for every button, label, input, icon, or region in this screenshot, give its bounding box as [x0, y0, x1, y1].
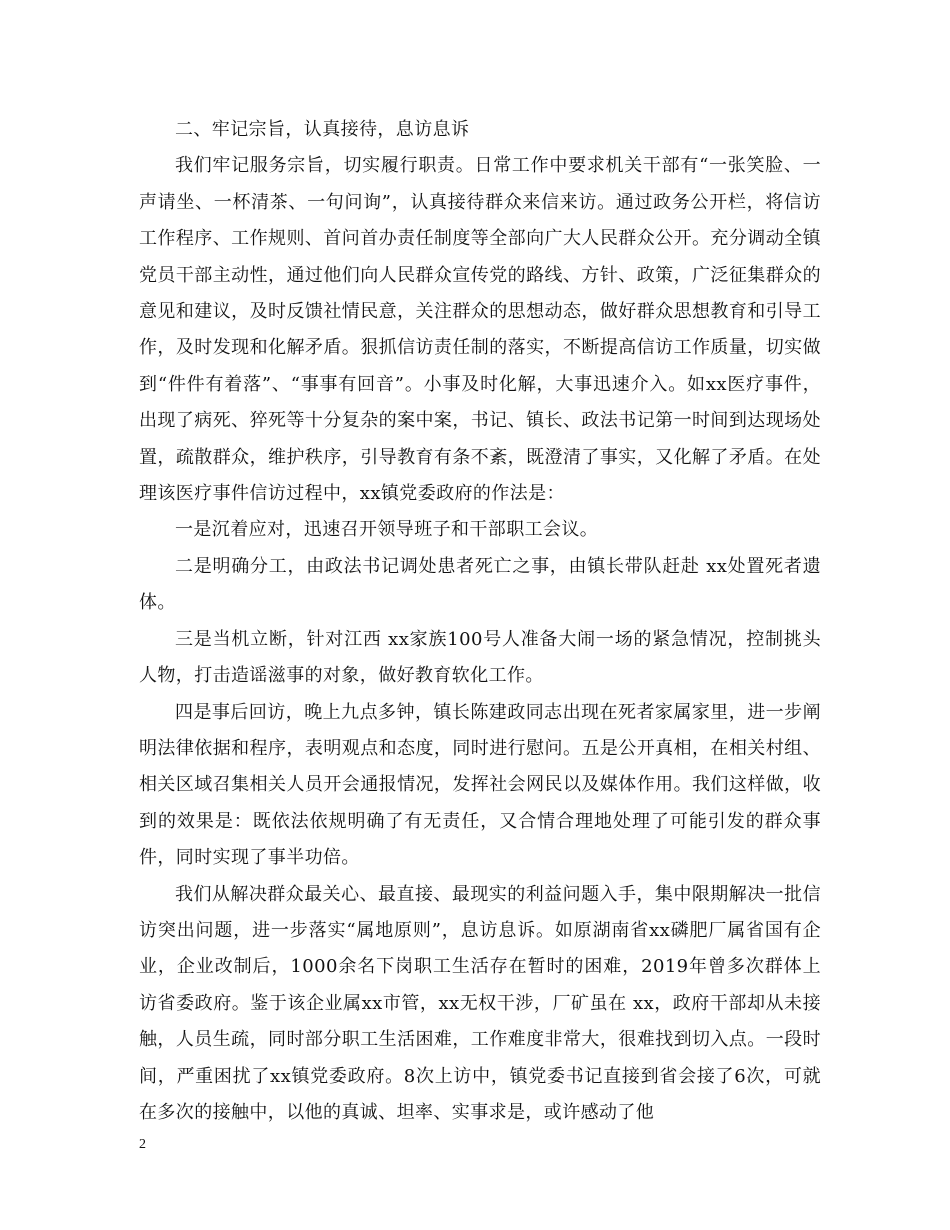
paragraph-step-one: 一是沉着应对，迅速召开领导班子和干部职工会议。	[175, 519, 599, 541]
page-number: 2	[139, 1137, 146, 1152]
paragraph-step-two: 二是明确分工，由政法书记调处患者死亡之事，由镇长带队赶赴 xx处置死者遗体。	[139, 555, 821, 614]
paragraph-step-three: 三是当机立断，针对江西 xx家族100号人准备大闹一场的紧急情况，控制挑头人物，打击造谣滋事的对象，做好教育软化工作。	[139, 628, 821, 687]
paragraph-step-four-five: 四是事后回访，晚上九点多钟，镇长陈建政同志出现在死者家属家里，进一步阐明法律依据和程序，表明观点和态度，同时进行慰问。五是公开真相，在相关村组、相关区域召集相关人员开会通报情况，发挥社会网民以及媒体作用。我们这样做，收到的效果是：既依法依规明确了有无责任，又合情合理地处理了可能引发的群众事件，同时实现了事半功倍。	[139, 701, 821, 869]
section-heading: 二、牢记宗旨，认真接待，息访息诉	[175, 119, 470, 140]
document-body	[139, 112, 821, 1131]
paragraph-resolve-issues: 我们从解决群众最关心、最直接、最现实的利益问题入手，集中限期解决一批信访突出问题，进一步落实“属地原则”，息访息诉。如原湖南省xx磷肥厂属省国有企业，企业改制后，1000余名下岗职工生活存在暂时的困难，2019年曾多次群体上访省委政府。鉴于该企业属xx市管，xx无权干涉，厂矿虽在 xx，政府干部却从未接触，人员生疏，同时部分职工生活困难，工作难度非常大，很难找到切入点。一段时间，严重困扰了xx镇党委政府。8次上访中，镇党委书记直接到省会接了6次，可就在多次的接触中，以他的真诚、坦率、实事求是，或许感动了他	[139, 883, 821, 1123]
paragraph-service-tenet: 我们牢记服务宗旨，切实履行职责。日常工作中要求机关干部有“一张笑脸、一声请坐、一杯清茶、一句问询”，认真接待群众来信来访。通过政务公开栏，将信访工作程序、工作规则、首问首办责任制度等全部向广大人民群众公开。充分调动全镇党员干部主动性，通过他们向人民群众宣传党的路线、方针、政策，广泛征集群众的意见和建议，及时反馈社情民意，关注群众的思想动态，做好群众思想教育和引导工作，及时发现和化解矛盾。狠抓信访责任制的落实，不断提高信访工作质量，切实做到“件件有着落”、“事事有回音”。小事及时化解，大事迅速介入。如xx医疗事件，出现了病死、猝死等十分复杂的案中案，书记、镇长、政法书记第一时间到达现场处置，疏散群众，维护秩序，引导教育有条不紊，既澄清了事实，又化解了矛盾。在处理该医疗事件信访过程中，xx镇党委政府的作法是：	[139, 155, 821, 505]
